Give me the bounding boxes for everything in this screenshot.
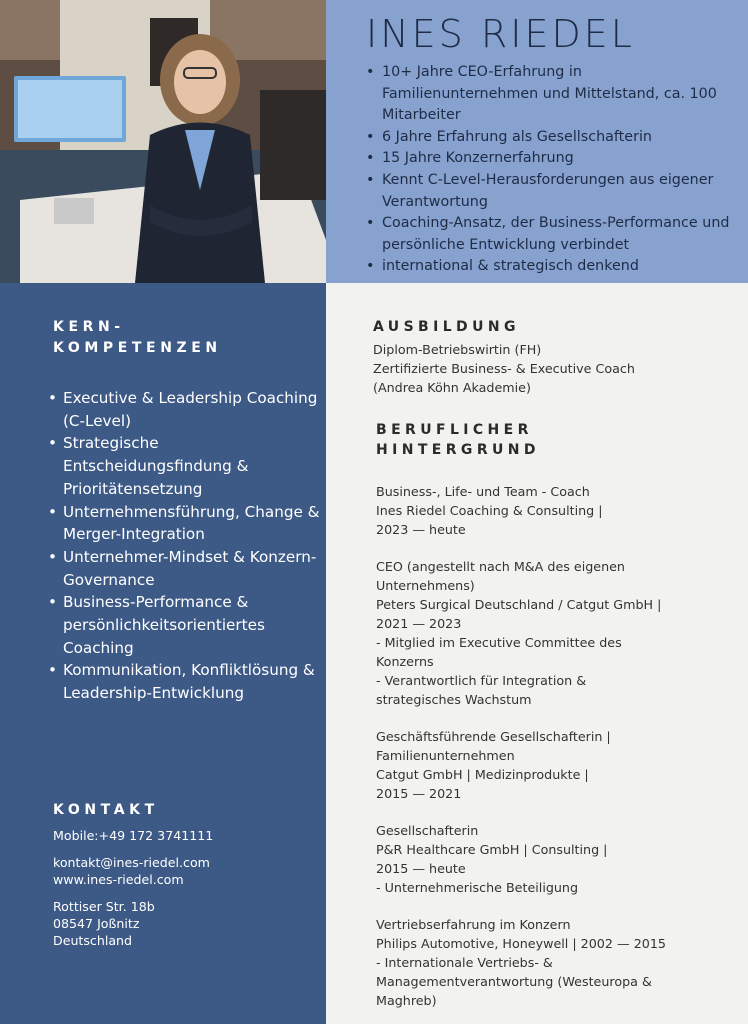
contact-website[interactable]: www.ines-riedel.com (53, 872, 184, 887)
background-entry: Vertriebserfahrung im Konzern Philips Automotive, Honeywell | 2002 — 2015 - Internationale Vertriebs- & Managementverantwortung (Westeuropa & Maghreb) (376, 917, 666, 1008)
education-heading: AUSBILDUNG (373, 319, 520, 335)
person-name: INES RIEDEL (366, 12, 635, 56)
summary-item: • Coaching-Ansatz, der Business-Performance und persönliche Entwicklung verbindet (366, 213, 741, 256)
summary-item: • 6 Jahre Erfahrung als Gesellschafterin (366, 127, 741, 149)
sidebar (0, 283, 326, 1024)
contact-city: 08547 Joßnitz (53, 916, 140, 931)
summary-list (366, 62, 741, 278)
profile-photo (0, 0, 326, 283)
background-entry: Business-, Life- und Team - Coach Ines Riedel Coaching & Consulting | 2023 — heute (376, 484, 603, 537)
competency-item: • Strategische Entscheidungsfindung & Prioritätensetzung (48, 432, 323, 500)
summary-item: • international & strategisch denkend (366, 256, 741, 278)
summary-item: • Kennt C-Level-Herausforderungen aus eigener Verantwortung (366, 170, 741, 213)
competency-item: • Executive & Leadership Coaching (C-Level) (48, 387, 323, 432)
summary-item: • 10+ Jahre CEO-Erfahrung in Familienunternehmen und Mittelstand, ca. 100 Mitarbeiter (366, 62, 741, 127)
background-entry: CEO (angestellt nach M&A des eigenen Unternehmens) Peters Surgical Deutschland / Catgut GmbH | 2021 — 2023 - Mitglied im Executive Committee des Konzerns - Verantwortlich für Integration & strategisches Wachstum (376, 559, 662, 707)
competency-item: • Kommunikation, Konfliktlösung & Leadership-Entwicklung (48, 659, 323, 704)
contact-email[interactable]: kontakt@ines-riedel.com (53, 855, 210, 870)
background-heading: BERUFLICHER HINTERGRUND (376, 422, 540, 458)
competency-item: • Unternehmer-Mindset & Konzern-Governance (48, 546, 323, 591)
contact-country: Deutschland (53, 933, 133, 948)
core-competencies-list (48, 387, 323, 705)
core-competencies-heading: KERN- KOMPETENZEN (53, 319, 222, 356)
contact-mobile[interactable]: Mobile:+49 172 3741111 (53, 828, 214, 843)
background-entry: Gesellschafterin P&R Healthcare GmbH | Consulting | 2015 — heute - Unternehmerische Beteiligung (376, 823, 608, 895)
profile-photo-illustration (0, 0, 326, 283)
competency-item: • Business-Performance & persönlichkeitsorientiertes Coaching (48, 591, 323, 659)
summary-panel (326, 0, 748, 283)
summary-item: • 15 Jahre Konzernerfahrung (366, 148, 741, 170)
main-content (326, 283, 748, 1024)
background-entry: Geschäftsführende Gesellschafterin | Familienunternehmen Catgut GmbH | Medizinprodukte | 2015 — 2021 (376, 729, 611, 801)
competency-item: • Unternehmensführung, Change & Merger-Integration (48, 501, 323, 546)
education-text: Diplom-Betriebswirtin (FH) Zertifizierte Business- & Executive Coach (Andrea Köhn Akademie) (373, 342, 635, 395)
contact-heading: KONTAKT (53, 802, 159, 818)
contact-street: Rottiser Str. 18b (53, 899, 155, 914)
